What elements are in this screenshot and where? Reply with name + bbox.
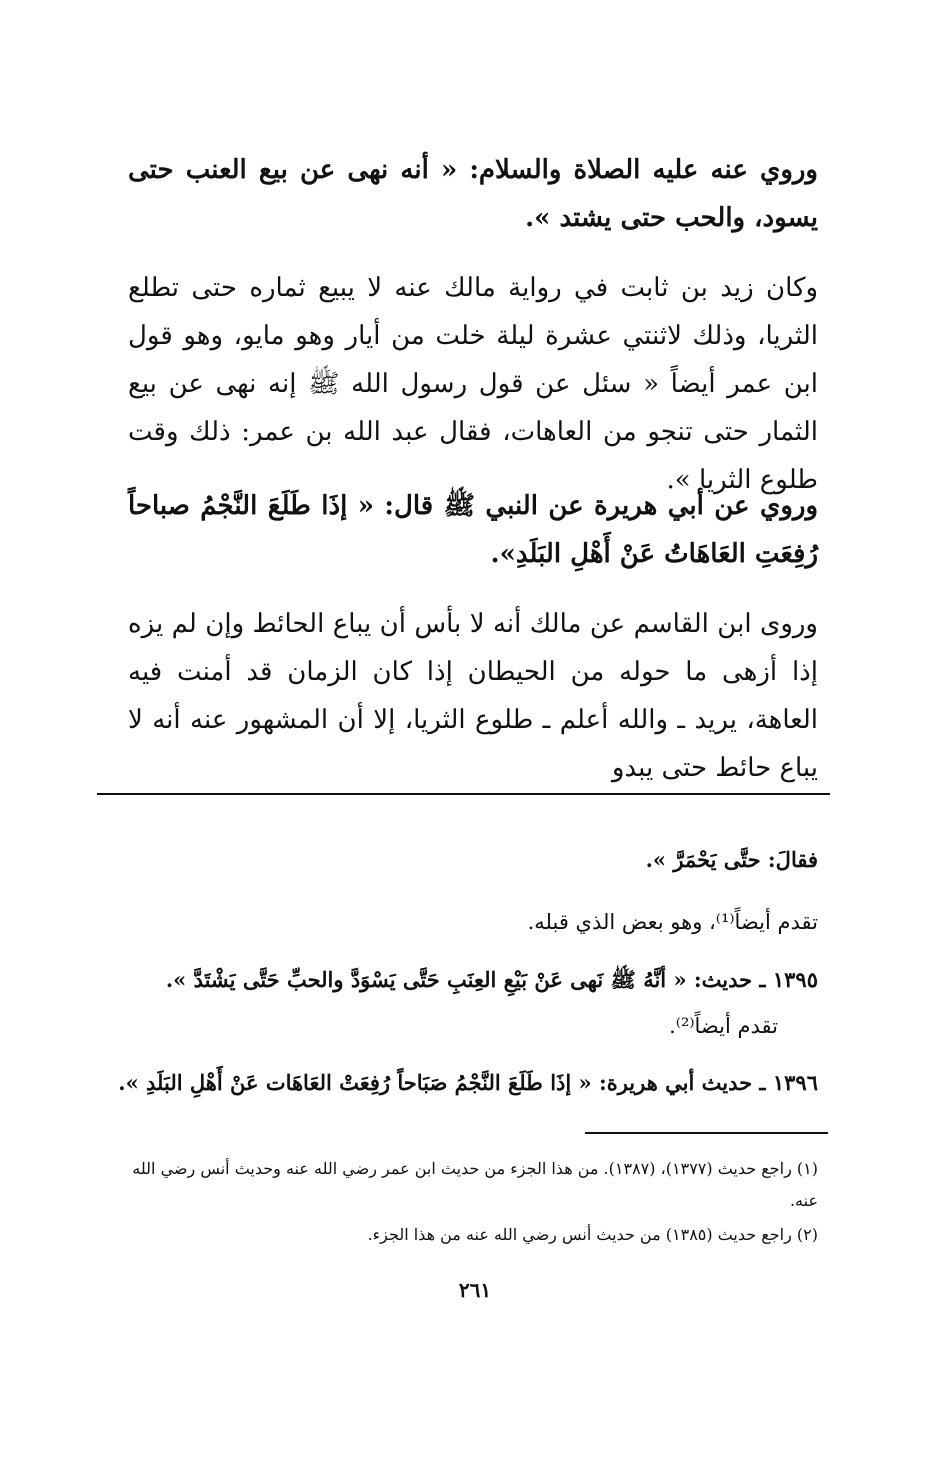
paragraph-ibn-al-qasim: وروى ابن القاسم عن مالك أنه لا بأس أن يباع الحائط وإن لم يزه إذا أزهى ما حوله من الحيطان إذا كان الزمان قد أمنت فيه العاهة، يريد ـ والله أعلم ـ طلوع الثريا، إلا أن المشهور عنه أنه لا يباع حائط حتى يبدو xyxy=(128,609,818,783)
note-line-taqaddam-2: تقدم أيضاً⁽²⁾. xyxy=(669,1014,778,1038)
page-number: ٢٦١ xyxy=(458,1278,492,1302)
note-line-taqaddam-1: تقدم أيضاً⁽¹⁾، وهو بعض الذي قبله. xyxy=(527,910,818,934)
footnote-2: (٢) راجع حديث (١٣٨٥) من حديث أنس رضي الله عنه من هذا الجزء. xyxy=(367,1225,818,1244)
note-line-yahmarr: فقالَ: حتَّى يَحْمَرَّ ». xyxy=(645,847,818,872)
note-hadith-1396: ١٣٩٦ ـ حديث أبي هريرة: « إذَا طَلَعَ النَّجْمُ صَبَاحاً رُفِعَتْ العَاهَات عَنْ أَهْلِ البَلَدِ ». xyxy=(118,1070,818,1095)
paragraph-hadith-grapes: وروي عنه عليه الصلاة والسلام: « أنه نهى عن بيع العنب حتى يسود، والحب حتى يشتد ». xyxy=(128,155,818,233)
note-hadith-1395: ١٣٩٥ ـ حديث: « أنَّهُ ﷺ نَهى عَنْ بَيْعِ العِنَبِ حَتَّى يَسْوَدَّ والحبِّ حَتَّى يَشْتَدَّ ». xyxy=(165,967,818,992)
paragraph-hadith-abu-hurayra: وروي عن أبي هريرة عن النبي ﷺ قال: « إذَا طَلَعَ النَّجْمُ صباحاً رُفِعَتِ العَاهَاتُ عَنْ أَهْلِ البَلَدِ». xyxy=(128,491,818,569)
paragraph-zaid-ibn-thabit: وكان زيد بن ثابت في رواية مالك عنه لا يبيع ثماره حتى تطلع الثريا، وذلك لاثنتي عشرة ليلة خلت من أيار وهو مايو، وهو قول ابن عمر أيضاً « سئل عن قول رسول الله ﷺ إنه نهى عن بيع الثمار حتى تنجو من العاهات، فقال عبد الله بن عمر: ذلك وقت طلوع الثريا ». xyxy=(128,273,818,495)
footnote-divider xyxy=(585,1132,828,1134)
footnote-1: (١) راجع حديث (١٣٧٧)، (١٣٨٧). من هذا الجزء من حديث ابن عمر رضي الله عنه وحديث أنس رضي الله عنه. xyxy=(132,1159,818,1210)
main-text-divider xyxy=(97,793,830,795)
